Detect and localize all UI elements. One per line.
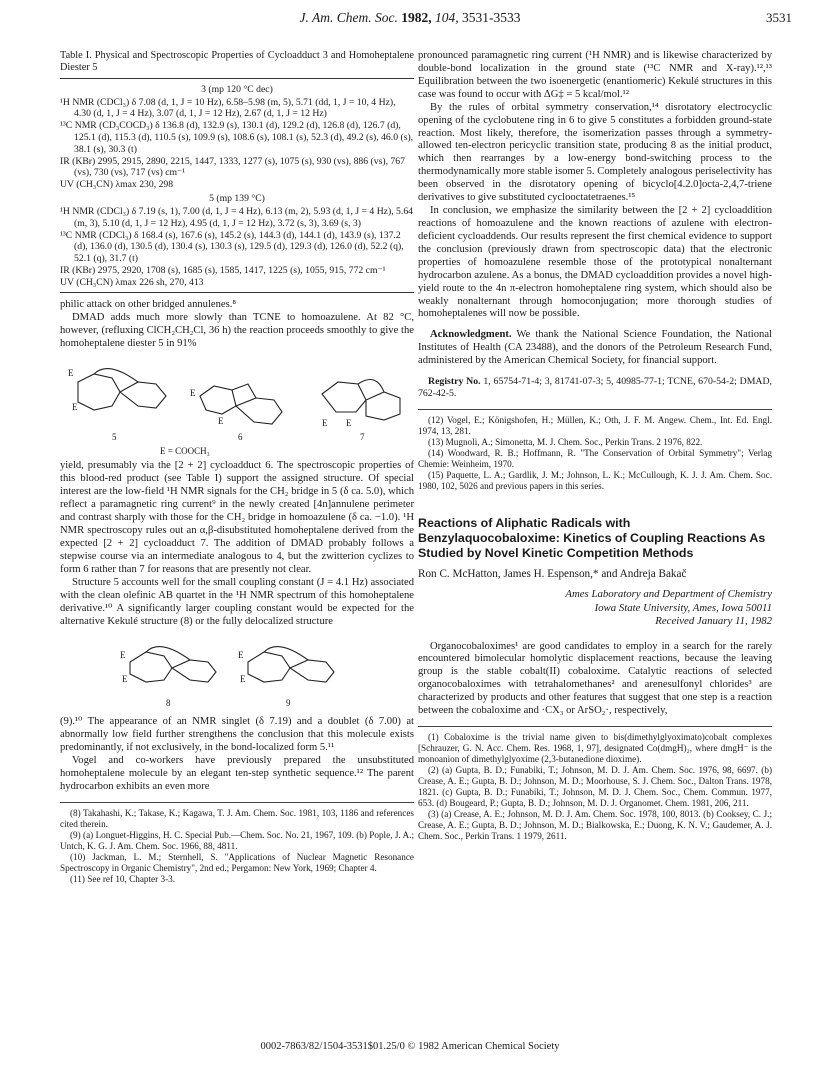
paragraph: philic attack on other bridged annulenes.⁸ xyxy=(60,298,237,310)
table-entry: IR (KBr) 2995, 2915, 2890, 2215, 1447, 1333, 1277 (s), 1075 (s), 930 (vs), 886 (vs), 767 (vs), 730 (vs), 717 (vs) cm⁻¹ xyxy=(60,155,405,179)
page-footer: 0002-7863/82/1504-3531$01.25/0 © 1982 American Chemical Society xyxy=(260,1041,560,1052)
e-substituent-label: E xyxy=(190,388,196,399)
compound-3-heading: 3 (mp 120 °C dec) xyxy=(201,83,273,95)
footnote: (15) Paquette, L. A.; Gardlik, J. M.; Johnson, L. K.; McCullough, K. J. J. Am. Chem. Soc. 1980, 102, 5026 and previous papers in this series. xyxy=(418,469,772,491)
structure-scheme-5-6-7 xyxy=(60,354,414,458)
e-substituent-label: E xyxy=(68,368,74,379)
page-number: 3531 xyxy=(766,10,792,25)
footnote-separator xyxy=(418,726,772,727)
footnote: (1) Cobaloxime is the trivial name given to bis(dimethylglyoximato)cobalt complexes [Schrauzer, G. N. Acc. Chem. Res. 1968, 1, 97], designated Co(dmgH)₂, where dmgH⁻ is the monoanion of dimethylglyoxime (2,3-butanedione dioxime). xyxy=(418,732,772,765)
structure-label-5: 5 xyxy=(112,432,117,443)
structure-label-6: 6 xyxy=(238,432,243,443)
table-entry: ¹³C NMR (CDCl₃) δ 168.4 (s), 167.6 (s), 145.2 (s), 144.3 (d), 144.1 (d), 143.9 (s), 137.2 (d), 136.0 (d), 130.5 (d), 130.4 (s), 130.3 (s), 129.5 (d), 129.3 (d), 126.0 (d), 52.2 (q), 52.1 (q), 31.7 (t) xyxy=(60,229,404,265)
paragraph: (9).¹⁰ The appearance of an NMR singlet (δ 7.19) and a doublet (δ 7.00) at abnormally low field further strengthens the conclusion that this molecule exists predominantly, if not exclusively, in the bond-localized form 5.¹¹ xyxy=(60,716,414,754)
footnote: (12) Vogel, E.; Königshofen, H.; Müllen, K.; Oth, J. F. M. Angew. Chem., Int. Ed. Engl. 1974, 13, 281. xyxy=(418,414,772,436)
footnote: (3) (a) Crease, A. E.; Johnson, M. D. J. Am. Chem. Soc. 1978, 100, 8013. (b) Cooksey, C. J.; Crease, A. E.; Gupta, B. D.; Johnson, M. D.; Bialkowska, E.; Duong, K. N. V.; Gaudemer, A. J. Chem. Soc., Perkin Trans. 1 1979, 2611. xyxy=(418,809,772,842)
authors: Ron C. McHatton, James H. Espenson,* and Andreja Bakač xyxy=(418,568,687,581)
footnote: (13) Mugnoli, A.; Simonetta, M. J. Chem. Soc., Perkin Trans. 2 1976, 822. xyxy=(428,436,703,447)
table-entry: ¹H NMR (CDCl₃) δ 7.08 (d, 1, J = 10 Hz), 6.58–5.98 (m, 5), 5.71 (dd, 1, J = 10, 4 Hz), 4.30 (d, 1, J = 4 Hz), 3.07 (d, 1, J = 12 Hz), 2.67 (d, 1, J = 12 Hz) xyxy=(60,96,396,120)
table-title: Table I. Physical and Spectroscopic Properties of Cycloadduct 3 and Homoheptalene Diester 5 xyxy=(60,50,414,74)
received-date: Received January 11, 1982 xyxy=(655,615,772,628)
structure-label-7: 7 xyxy=(360,432,365,443)
e-definition: E = COOCH₃ xyxy=(160,446,210,457)
acknowledgment-text: We thank the National Science Foundation, the National Institutes of Health (CA 23488), and the donors of the Petroleum Research Fund, administered by the American Chemical Society, for financial support. xyxy=(418,329,772,367)
right-column xyxy=(418,50,772,842)
journal-citation: J. Am. Chem. Soc. 1982, 104, 3531-3533 xyxy=(299,10,521,25)
structures-svg-2 xyxy=(60,632,414,702)
footnote: (11) See ref 10, Chapter 3-3. xyxy=(70,874,176,885)
data-table xyxy=(60,78,414,293)
left-column xyxy=(60,50,414,885)
paragraph: Structure 5 accounts well for the small coupling constant (J = 4.1 Hz) associated with the clean olefinic AB quartet in the ¹H NMR spectrum of this homoheptalene derivative.¹⁰ A significantly larger coupling constant would be expected for the alternative Kekulé structure (8) or the fully delocalized structure xyxy=(60,576,414,627)
e-substituent-label: E xyxy=(218,416,224,427)
structure-scheme-8-9 xyxy=(60,632,414,714)
registry-text: 1, 65754-71-4; 3, 81741-07-3; 5, 40985-77-1; TCNE, 670-54-2; DMAD, 762-42-5. xyxy=(418,376,773,400)
footnote: (2) (a) Gupta, B. D.; Funabiki, T.; Johnson, M. D. J. Am. Chem. Soc. 1976, 98, 6697. (b) Crease, A. E.; Gupta, B. D.; Johnson, M. D.; Moorhouse, S. J. Chem. Soc., Dalton Trans. 1978, 1821. (c) Gupta, B. D.; Funabiki, T.; Johnson, M. D. J. Chem. Soc., Chem. Commun. 1977, 653. (d) Bougeard, P.; Gupta, B. D.; Johnson, M. D. J. Organomet. Chem. 1981, 206, 211. xyxy=(418,765,772,809)
e-substituent-label: E xyxy=(120,650,126,661)
table-entry: ¹³C NMR (CD₃COCD₃) δ 136.8 (d), 132.9 (s), 130.1 (d), 129.2 (d), 126.8 (d), 126.7 (d), 125.1 (d), 115.3 (d), 110.5 (s), 109.9 (s), 108.6 (s), 108.1 (s), 52.3 (d), 49.2 (s), 46.0 (s), 38.1 (s), 30.3 (t) xyxy=(60,120,414,155)
running-header xyxy=(0,10,820,30)
footnote: (9) (a) Longuet-Higgins, H. C. Special Pub.—Chem. Soc. No. 21, 1967, 109. (b) Pople, J. A.; Untch, K. G. J. Am. Chem. Soc. 1966, 88, 4811. xyxy=(60,830,414,852)
structure-label-9: 9 xyxy=(286,698,291,709)
article-title: Reactions of Aliphatic Radicals with Benzylaquocobaloxime: Kinetics of Coupling Reactions As Studied by Novel Kinetic Competition Methods xyxy=(418,515,766,560)
footnote: (14) Woodward, R. B.; Hoffmann, R. "The Conservation of Orbital Symmetry"; Verlag Chemie: Weinheim, 1970. xyxy=(418,447,772,469)
acknowledgment xyxy=(418,329,772,368)
table-entry: UV (CH₃CN) λmax 230, 298 xyxy=(60,179,174,191)
footnote: (10) Jackman, L. M.; Sternhell, S. "Applications of Nuclear Magnetic Resonance Spectroscopy in Organic Chemistry", 2nd ed.; Pergamon: New York, 1969; Chapter 4. xyxy=(60,852,414,874)
paragraph: Vogel and co-workers have previously prepared the unsubstituted homoheptalene molecule by an elegant ten-step synthetic sequence.¹² The parent hydrocarbon exhibits an even more xyxy=(60,755,414,793)
paragraph: yield, presumably via the [2 + 2] cycloadduct 6. The spectroscopic properties of this blood-red product (see Table I) support the assigned structure. Of special interest are the low-field ¹H NMR signals for the CH₂ bridge in 5 (δ ca. 5.0), which reflect a paramagnetic ring current⁹ in the newly created [4n]annulene perimeter and contrast sharply with those for the CH₂ bridge in homoazulene (δ ca. −1.0). ¹H NMR spectroscopy rules out an α,β-disubstituted homoheptalene derived from the expected [2 + 2] cycloadduct 7. The addition of DMAD probably follows a stepwise course via an intermediate analogous to 4, but the zwitterion cyclizes to form 6 rather than 7 for reasons that are presently not clear. xyxy=(60,460,414,575)
footnote-separator xyxy=(60,802,414,803)
compound-5-heading: 5 (mp 139 °C) xyxy=(209,193,265,205)
e-substituent-label: E xyxy=(122,674,128,685)
table-entry: UV (CH₃CN) λmax 226 sh, 270, 413 xyxy=(60,276,204,288)
acknowledgment-label: Acknowledgment. xyxy=(430,329,512,341)
affiliation-line: Ames Laboratory and Department of Chemistry xyxy=(565,588,772,601)
e-substituent-label: E xyxy=(322,418,328,429)
paragraph: By the rules of orbital symmetry conservation,¹⁴ disrotatory electrocyclic opening of the cyclobutene ring in 6 to give 5 constitutes a forbidden ground-state reaction. Most likely, therefore, the isomerization passes through a symmetry-allowed ten-electron pericyclic transition state, producing 8 as the initial product, which then rearranges by a low-energy bond-switching process to the thermodynamically more stable isomer 5. Completely analogous periselectivity has been observed in the disrotatory opening of bicyclo[4.2.0]octa-2,4,7-triene derivatives to give substituted cyclooctatetraenes.¹⁵ xyxy=(418,101,772,204)
footnote-separator xyxy=(418,409,772,410)
affiliation-line: Iowa State University, Ames, Iowa 50011 xyxy=(594,601,772,614)
paragraph: Organocobaloximes¹ are good candidates to employ in a search for the rarely encountered bimolecular homolytic displacement reactions, because the leaving group is the stable cobalt(II) cobaloxime. Catalytic reactions of selected organocobaloximes with tetrahalomethanes² and arenesulfonyl chlorides³ are characterized by products and other features that suggest that one step is a reaction between the cobaloxime and ·CX₃ or ArSO₂·, respectively, xyxy=(418,640,772,717)
table-entry: ¹H NMR (CDCl₃) δ 7.19 (s, 1), 7.00 (d, 1, J = 4 Hz), 6.13 (m, 2), 5.93 (d, 1, J = 4 Hz), 5.64 (m, 3), 5.10 (d, 1, J = 12 Hz), 4.95 (d, 1, J = 12 Hz), 3.72 (s, 3), 3.69 (s, 3) xyxy=(60,205,414,229)
registry-label: Registry No. xyxy=(428,376,481,388)
registry-numbers xyxy=(418,376,772,400)
paragraph: pronounced paramagnetic ring current (¹H NMR) and is likewise characterized by double-bond localization in the ground state (¹³C NMR and X-ray).¹²,¹³ Equilibration between the two isoenergetic (enantiomeric) Kekulé structures in this case was found to occur with ΔG‡ = 5 kcal/mol.¹² xyxy=(418,50,772,100)
e-substituent-label: E xyxy=(238,650,244,661)
paragraph: DMAD adds much more slowly than TCNE to homoazulene. At 82 °C, however, (refluxing ClCH₂CH₂Cl, 36 h) the reaction proceeds smoothly to give the homoheptalene diester 5 in 91% xyxy=(60,311,414,349)
e-substituent-label: E xyxy=(346,418,352,429)
table-entry: IR (KBr) 2975, 2920, 1708 (s), 1685 (s), 1585, 1417, 1225 (s), 1055, 915, 772 cm⁻¹ xyxy=(60,265,386,277)
affiliation xyxy=(418,588,772,628)
e-substituent-label: E xyxy=(72,402,78,413)
paragraph: In conclusion, we emphasize the similarity between the [2 + 2] cycloaddition reactions of homoazulene and the known reactions of azulene with electron-deficient cycloaddends. Our results represent the first chemical evidence to support the conclusion (previously drawn from spectroscopic data) that the electronic properties of homoazulene resemble those of the prototypical nonalternant hydrocarbon azulene. As a bonus, the DMAD cycloaddition provides a novel high-yield route to the 4n π-electron homoheptalene ring system, which should also be weakly nonalternant through homoconjugation; more thorough studies of homoheptalenes will now be possible. xyxy=(418,205,772,320)
footnote: (8) Takahashi, K.; Takase, K.; Kagawa, T. J. Am. Chem. Soc. 1981, 103, 1186 and references cited therein. xyxy=(60,807,414,829)
structure-label-8: 8 xyxy=(166,698,171,709)
e-substituent-label: E xyxy=(240,674,246,685)
